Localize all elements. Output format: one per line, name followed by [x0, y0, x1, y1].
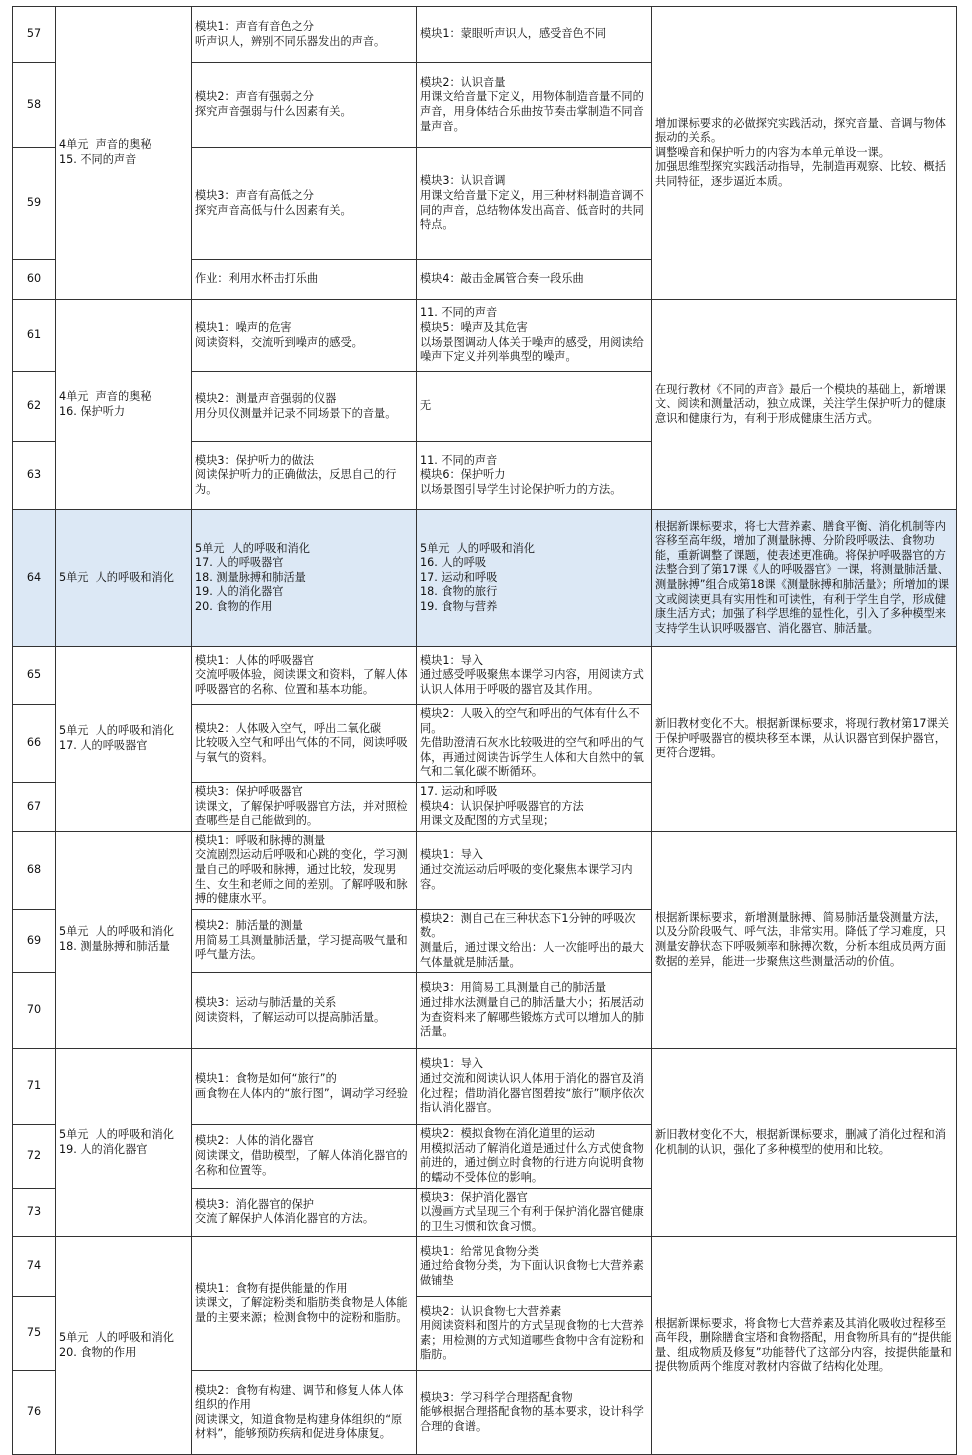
unit-lesson-cell: 5单元 人的呼吸和消化 [56, 510, 192, 647]
new-textbook-cell: 作业：利用水杯击打乐曲 [192, 260, 417, 300]
old-textbook-cell: 5单元 人的呼吸和消化 16. 人的呼吸 17. 运动和呼吸 18. 食物的旅行 19. 食物与营养 [417, 510, 652, 647]
unit-lesson-cell: 5单元 人的呼吸和消化 18. 测量脉搏和肺活量 [56, 831, 192, 1048]
row-number: 63 [13, 442, 56, 510]
row-number: 72 [13, 1125, 56, 1188]
row-number: 69 [13, 909, 56, 972]
old-textbook-cell: 模块3：学习科学合理搭配食物 能够根据合理搭配食物的基本要求，设计科学合理的食谱。 [417, 1371, 652, 1455]
row-number: 67 [13, 783, 56, 832]
old-textbook-cell: 模块1：导入 通过交流运动后呼吸的变化聚焦本课学习内容。 [417, 831, 652, 909]
new-textbook-cell: 模块2：测量声音强弱的仪器 用分贝仪测量并记录不同场景下的音量。 [192, 372, 417, 442]
old-textbook-cell: 无 [417, 372, 652, 442]
row-number: 57 [13, 7, 56, 63]
old-textbook-cell: 模块3：保护消化器官 以漫画方式呈现三个有利于保护消化器官健康的卫生习惯和饮食习惯。 [417, 1188, 652, 1237]
row-number: 68 [13, 831, 56, 909]
change-note-cell: 新旧教材变化不大。根据新课标要求，将现行教材第17课关于保护呼吸器官的模块移至本课，从认识器官到保护器官，更符合逻辑。 [652, 647, 957, 832]
new-textbook-cell: 模块2：肺活量的测量 用简易工具测量肺活量，学习提高吸气量和呼气量方法。 [192, 909, 417, 972]
table-row [13, 300, 957, 372]
new-textbook-cell: 模块1：人体的呼吸器官 交流呼吸体验，阅读课文和资料，了解人体呼吸器官的名称、位置和基本功能。 [192, 647, 417, 705]
old-textbook-cell: 11. 不同的声音 模块5：噪声及其危害 以场景图调动人体关于噪声的感受，用阅读给噪声下定义并列举典型的噪声。 [417, 300, 652, 372]
old-textbook-cell: 17. 运动和呼吸 模块4：认识保护呼吸器官的方法 用课文及配图的方式呈现； [417, 783, 652, 832]
row-number: 76 [13, 1371, 56, 1455]
new-textbook-cell: 模块3：消化器官的保护 交流了解保护人体消化器官的方法。 [192, 1188, 417, 1237]
new-textbook-cell: 模块3：运动与肺活量的关系 阅读资料，了解运动可以提高肺活量。 [192, 973, 417, 1049]
old-textbook-cell: 11. 不同的声音 模块6：保护听力 以场景图引导学生讨论保护听力的方法。 [417, 442, 652, 510]
old-textbook-cell: 模块1：给常见食物分类 通过给食物分类，为下面认识食物七大营养素做铺垫 [417, 1237, 652, 1297]
old-textbook-cell: 模块2：模拟食物在消化道里的运动 用模拟活动了解消化道是通过什么方式使食物前进的，通过倒立时食物的行进方向说明食物的蠕动不受体位的影响。 [417, 1125, 652, 1188]
unit-lesson-cell: 5单元 人的呼吸和消化 19. 人的消化器官 [56, 1049, 192, 1237]
change-note-cell: 根据新课标要求，将七大营养素、膳食平衡、消化机制等内容移至高年级，增加了测量脉搏、分阶段呼吸法、食物功能，重新调整了课题，使表述更准确。将保护呼吸器官的方法整合到了第17课《人的呼吸器官》一课，将测量肺活量、测量脉搏”组合成第18课《测量脉搏和肺活量》；所增加的课文或阅读更具有实用性和可读性，有利于学生自学，形成健康生活方式；加强了科学思维的显性化，引入了多种模型来支持学生认识呼吸器官、消化器官、肺活量。 [652, 510, 957, 647]
row-number: 66 [13, 705, 56, 783]
row-number: 71 [13, 1049, 56, 1125]
row-number: 60 [13, 260, 56, 300]
new-textbook-cell: 模块2：声音有强弱之分 探究声音强弱与什么因素有关。 [192, 63, 417, 148]
new-textbook-cell: 模块3：保护呼吸器官 读课文，了解保护呼吸器官方法，并对照检查哪些是自己能做到的。 [192, 783, 417, 832]
curriculum-comparison-table [12, 6, 957, 1455]
table-row [13, 647, 957, 705]
table-row [13, 7, 957, 63]
old-textbook-cell: 模块2：认识音量 用课文给音量下定义，用物体制造音量不同的声音，用身体结合乐曲按节奏击掌制造不同音量声音。 [417, 63, 652, 148]
old-textbook-cell: 模块1：导入 通过交流和阅读认识人体用于消化的器官及消化过程；借助消化器官图碧按“旅行”顺序依次指认消化器官。 [417, 1049, 652, 1125]
old-textbook-cell: 模块2：认识食物七大营养素 用阅读资料和图片的方式呈现食物的七大营养素；用检测的方式知道哪些食物中含有淀粉和脂肪。 [417, 1297, 652, 1371]
row-number: 62 [13, 372, 56, 442]
new-textbook-cell: 模块1：食物有提供能量的作用 读课文，了解淀粉类和脂肪类食物是人体能量的主要来源；检测食物中的淀粉和脂肪。 [192, 1237, 417, 1371]
row-number: 61 [13, 300, 56, 372]
table-row-highlighted [13, 510, 957, 647]
new-textbook-cell: 5单元 人的呼吸和消化 17. 人的呼吸器官 18. 测量脉搏和肺活量 19. 人的消化器官 20. 食物的作用 [192, 510, 417, 647]
row-number: 65 [13, 647, 56, 705]
row-number: 75 [13, 1297, 56, 1371]
old-textbook-cell: 模块4：敲击金属管合奏一段乐曲 [417, 260, 652, 300]
new-textbook-cell: 模块3：声音有高低之分 探究声音高低与什么因素有关。 [192, 148, 417, 260]
unit-lesson-cell: 5单元 人的呼吸和消化 17. 人的呼吸器官 [56, 647, 192, 832]
old-textbook-cell: 模块1：蒙眼听声识人，感受音色不同 [417, 7, 652, 63]
new-textbook-cell: 模块1：食物是如何“旅行”的 画食物在人体内的“旅行图”，调动学习经验 [192, 1049, 417, 1125]
old-textbook-cell: 模块2：人吸入的空气和呼出的气体有什么不同。 先借助澄清石灰水比较吸进的空气和呼出的气体，再通过阅读告诉学生人体和大自然中的氧气和二氧化碳不断循环。 [417, 705, 652, 783]
new-textbook-cell: 模块1：噪声的危害 阅读资料，交流听到噪声的感受。 [192, 300, 417, 372]
unit-lesson-cell: 5单元 人的呼吸和消化 20. 食物的作用 [56, 1237, 192, 1455]
table-row [13, 1237, 957, 1297]
change-note-cell: 根据新课标要求，将食物七大营养素及其消化吸收过程移至高年段，删除膳食宝塔和食物搭配，用食物所具有的“提供能量、组成物质及修复”功能替代了这部分内容，按提供能量和提供物质两个维度对教材内容做了结构化处理。 [652, 1237, 957, 1455]
unit-lesson-cell: 4单元 声音的奥秘 15. 不同的声音 [56, 7, 192, 300]
row-number: 74 [13, 1237, 56, 1297]
old-textbook-cell: 模块3：用简易工具测量自己的肺活量 通过排水法测量自己的肺活量大小；拓展活动为查资料来了解哪些锻炼方式可以增加人的肺活量。 [417, 973, 652, 1049]
unit-lesson-cell: 4单元 声音的奥秘 16. 保护听力 [56, 300, 192, 510]
new-textbook-cell: 模块3：保护听力的做法 阅读保护听力的正确做法，反思自己的行为。 [192, 442, 417, 510]
change-note-cell: 增加课标要求的必做探究实践活动，探究音量、音调与物体振动的关系。 调整噪音和保护听力的内容为本单元单设一课。 加强思维型探究实践活动指导，先制造再观察、比较、概括共同特征，逐步逼近本质。 [652, 7, 957, 300]
new-textbook-cell: 模块1：声音有音色之分 听声识人，辨别不同乐器发出的声音。 [192, 7, 417, 63]
change-note-cell: 根据新课标要求，新增测量脉搏、简易肺活量袋测量方法，以及分阶段吸气、呼气法，非常实用。降低了学习难度，只测量安静状态下呼吸频率和脉搏次数，分析本组成员两方面数据的差异，能进一步聚焦这些测量活动的价值。 [652, 831, 957, 1048]
row-number: 73 [13, 1188, 56, 1237]
change-note-cell: 新旧教材变化不大，根据新课标要求，删减了消化过程和消化机制的认识，强化了多种模型的使用和比较。 [652, 1049, 957, 1237]
table-row [13, 1049, 957, 1125]
new-textbook-cell: 模块2：人体的消化器官 阅读课文，借助模型，了解人体消化器官的名称和位置等。 [192, 1125, 417, 1188]
old-textbook-cell: 模块3：认识音调 用课文给音量下定义，用三种材料制造音调不同的声音，总结物体发出高音、低音时的共同特点。 [417, 148, 652, 260]
change-note-cell: 在现行教材《不同的声音》最后一个模块的基础上，新增课文、阅读和测量活动，独立成课，关注学生保护听力的健康意识和健康行为，有利于形成健康生活方式。 [652, 300, 957, 510]
row-number: 70 [13, 973, 56, 1049]
table-row [13, 831, 957, 909]
row-number: 58 [13, 63, 56, 148]
new-textbook-cell: 模块2：人体吸入空气，呼出二氧化碳 比较吸入空气和呼出气体的不同，阅读呼吸与氧气的资料。 [192, 705, 417, 783]
row-number: 64 [13, 510, 56, 647]
new-textbook-cell: 模块2：食物有构建、调节和修复人体人体组织的作用 阅读课文，知道食物是构建身体组织的“原材料”，能够预防疾病和促进身体康复。 [192, 1371, 417, 1455]
old-textbook-cell: 模块2：测自己在三种状态下1分钟的呼吸次数。 测量后，通过课文给出：人一次能呼出的最大气体量就是肺活量。 [417, 909, 652, 972]
new-textbook-cell: 模块1：呼吸和脉搏的测量 交流剧烈运动后呼吸和心跳的变化，学习测量自己的呼吸和脉搏，通过比较，发现男生、女生和老师之间的差别。了解呼吸和脉搏的健康水平。 [192, 831, 417, 909]
old-textbook-cell: 模块1：导入 通过感受呼吸聚焦本课学习内容，用阅读方式认识人体用于呼吸的器官及其作用。 [417, 647, 652, 705]
row-number: 59 [13, 148, 56, 260]
